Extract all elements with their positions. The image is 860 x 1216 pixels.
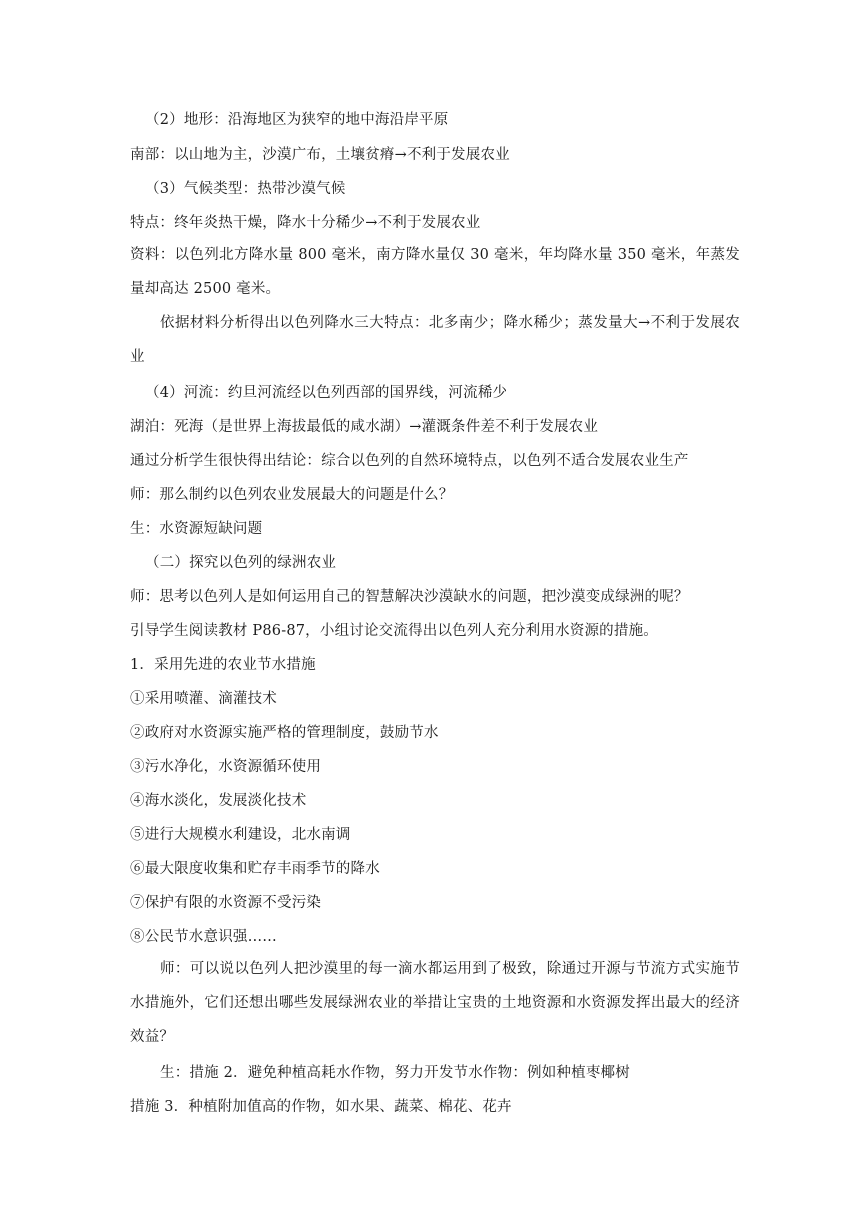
list-item: ⑦保护有限的水资源不受污染 [130,895,322,911]
paragraph-teacher-summary: 师：可以说以色列人把沙漠里的每一滴水都运用到了极致，除通过开源与节流方式实施节水措施外，它们还想出哪些发展绿洲农业的举措让宝贵的土地资源和水资源发挥出最大的经济效益？ [130,961,740,1045]
list-heading-measures: 1．采用先进的农业节水措施 [130,657,316,673]
paragraph-student-answer: 生：水资源短缺问题 [130,521,263,537]
paragraph-climate-type: （3）气候类型：热带沙漠气候 [145,181,346,197]
paragraph-river: （4）河流：约旦河流经以色列西部的国界线，河流稀少 [145,385,508,401]
list-item: ③污水净化，水资源循环使用 [130,759,322,775]
paragraph-data: 资料：以色列北方降水量 800 毫米，南方降水量仅 30 毫米，年均降水量 350 毫米，年蒸发量却高达 2500 毫米。 [130,247,740,297]
paragraph-terrain: （2）地形：沿海地区为狭窄的地中海沿岸平原 [145,112,449,128]
list-item: ⑤进行大规模水利建设，北水南调 [130,827,351,843]
paragraph-guide-reading: 引导学生阅读教材 P86-87，小组讨论交流得出以色列人充分利用水资源的措施。 [130,623,658,639]
list-item: ⑥最大限度收集和贮存丰雨季节的降水 [130,861,380,877]
section-heading-oasis: （二）探究以色列的绿洲农业 [145,555,337,571]
paragraph-lake: 湖泊：死海（是世界上海拔最低的咸水湖）→灌溉条件差不利于发展农业 [130,419,599,435]
paragraph-measure-3: 措施 3．种植附加值高的作物，如水果、蔬菜、棉花、花卉 [130,1099,512,1115]
paragraph-climate-features: 特点：终年炎热干燥，降水十分稀少→不利于发展农业 [130,215,481,231]
paragraph-measure-2: 生：措施 2．避免种植高耗水作物，努力开发节水作物：例如种植枣椰树 [160,1065,630,1081]
list-item: ④海水淡化，发展淡化技术 [130,793,307,809]
paragraph-analysis: 依据材料分析得出以色列降水三大特点：北多南少；降水稀少；蒸发量大→不利于发展农业 [130,315,740,365]
paragraph-teacher-question: 师：那么制约以色列农业发展最大的问题是什么？ [130,487,454,503]
list-item: ⑧公民节水意识强…… [130,929,277,945]
paragraph-conclusion: 通过分析学生很快得出结论：综合以色列的自然环境特点，以色列不适合发展农业生产 [130,453,689,469]
list-item: ①采用喷灌、滴灌技术 [130,691,277,707]
paragraph-teacher-think: 师：思考以色列人是如何运用自己的智慧解决沙漠缺水的问题，把沙漠变成绿洲的呢？ [130,589,689,605]
paragraph-south: 南部：以山地为主，沙漠广布，土壤贫瘠→不利于发展农业 [130,147,510,163]
list-item: ②政府对水资源实施严格的管理制度，鼓励节水 [130,725,439,741]
